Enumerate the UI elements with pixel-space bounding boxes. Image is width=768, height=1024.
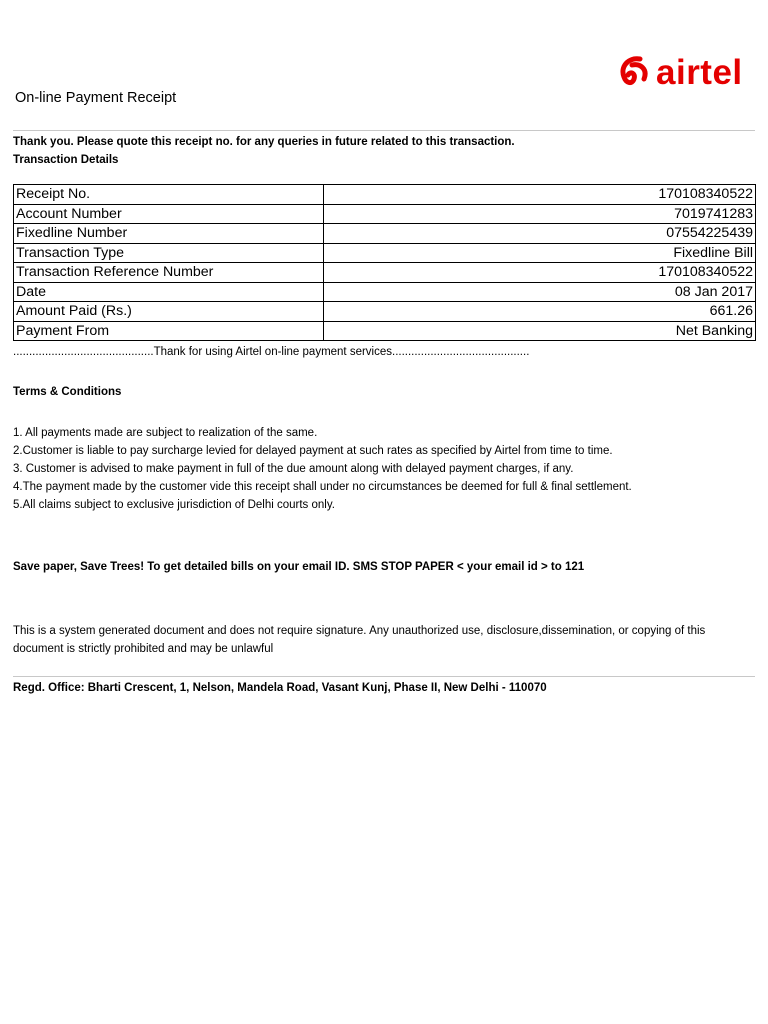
table-row [14,224,756,244]
terms-item: 1. All payments made are subject to realization of the same. [13,427,318,439]
row-value: Fixedline Bill [324,243,756,263]
save-paper-notice: Save paper, Save Trees! To get detailed bills on your email ID. SMS STOP PAPER < your email id > to 121 [13,561,585,573]
row-value: 7019741283 [324,204,756,224]
table-row [14,185,756,205]
airtel-swirl-icon [618,55,652,89]
transaction-details-table [13,184,756,341]
terms-item: 4.The payment made by the customer vide this receipt shall under no circumstances be deemed for full & final settlement. [13,481,632,493]
thanks-line: ............................................Thank for using Airtel on-line payment services........................................... [13,346,530,358]
airtel-logo-text: airtel [656,52,743,92]
table-row [14,204,756,224]
table-row [14,321,756,341]
header-divider [13,130,755,131]
thank-you-notice: Thank you. Please quote this receipt no. for any queries in future related to this transaction. [13,136,515,148]
table-row [14,263,756,283]
row-value: 170108340522 [324,185,756,205]
row-label: Account Number [14,204,324,224]
row-label: Amount Paid (Rs.) [14,302,324,322]
table-row [14,302,756,322]
registered-office: Regd. Office: Bharti Crescent, 1, Nelson, Mandela Road, Vasant Kunj, Phase II, New Delhi - 110070 [13,682,547,694]
row-label: Receipt No. [14,185,324,205]
disclaimer-text: This is a system generated document and does not require signature. Any unauthorized use, disclosure,dissemination, or copying of this document is strictly prohibited and may be unlawful [13,625,706,655]
page-title: On-line Payment Receipt [15,90,177,106]
terms-title: Terms & Conditions [13,386,122,398]
table-row [14,243,756,263]
row-label: Payment From [14,321,324,341]
row-value: 170108340522 [324,263,756,283]
terms-item: 2.Customer is liable to pay surcharge levied for delayed payment at such rates as specified by Airtel from time to time. [13,445,613,457]
row-label: Transaction Type [14,243,324,263]
row-label: Fixedline Number [14,224,324,244]
section-title-transaction-details: Transaction Details [13,154,119,166]
row-value: 07554225439 [324,224,756,244]
row-label: Date [14,282,324,302]
row-label: Transaction Reference Number [14,263,324,283]
terms-item: 3. Customer is advised to make payment in full of the due amount along with delayed payment charges, if any. [13,463,574,475]
footer-divider [13,676,755,677]
row-value: Net Banking [324,321,756,341]
airtel-logo [618,52,760,92]
terms-item: 5.All claims subject to exclusive jurisdiction of Delhi courts only. [13,499,335,511]
table-row [14,282,756,302]
row-value: 08 Jan 2017 [324,282,756,302]
row-value: 661.26 [324,302,756,322]
